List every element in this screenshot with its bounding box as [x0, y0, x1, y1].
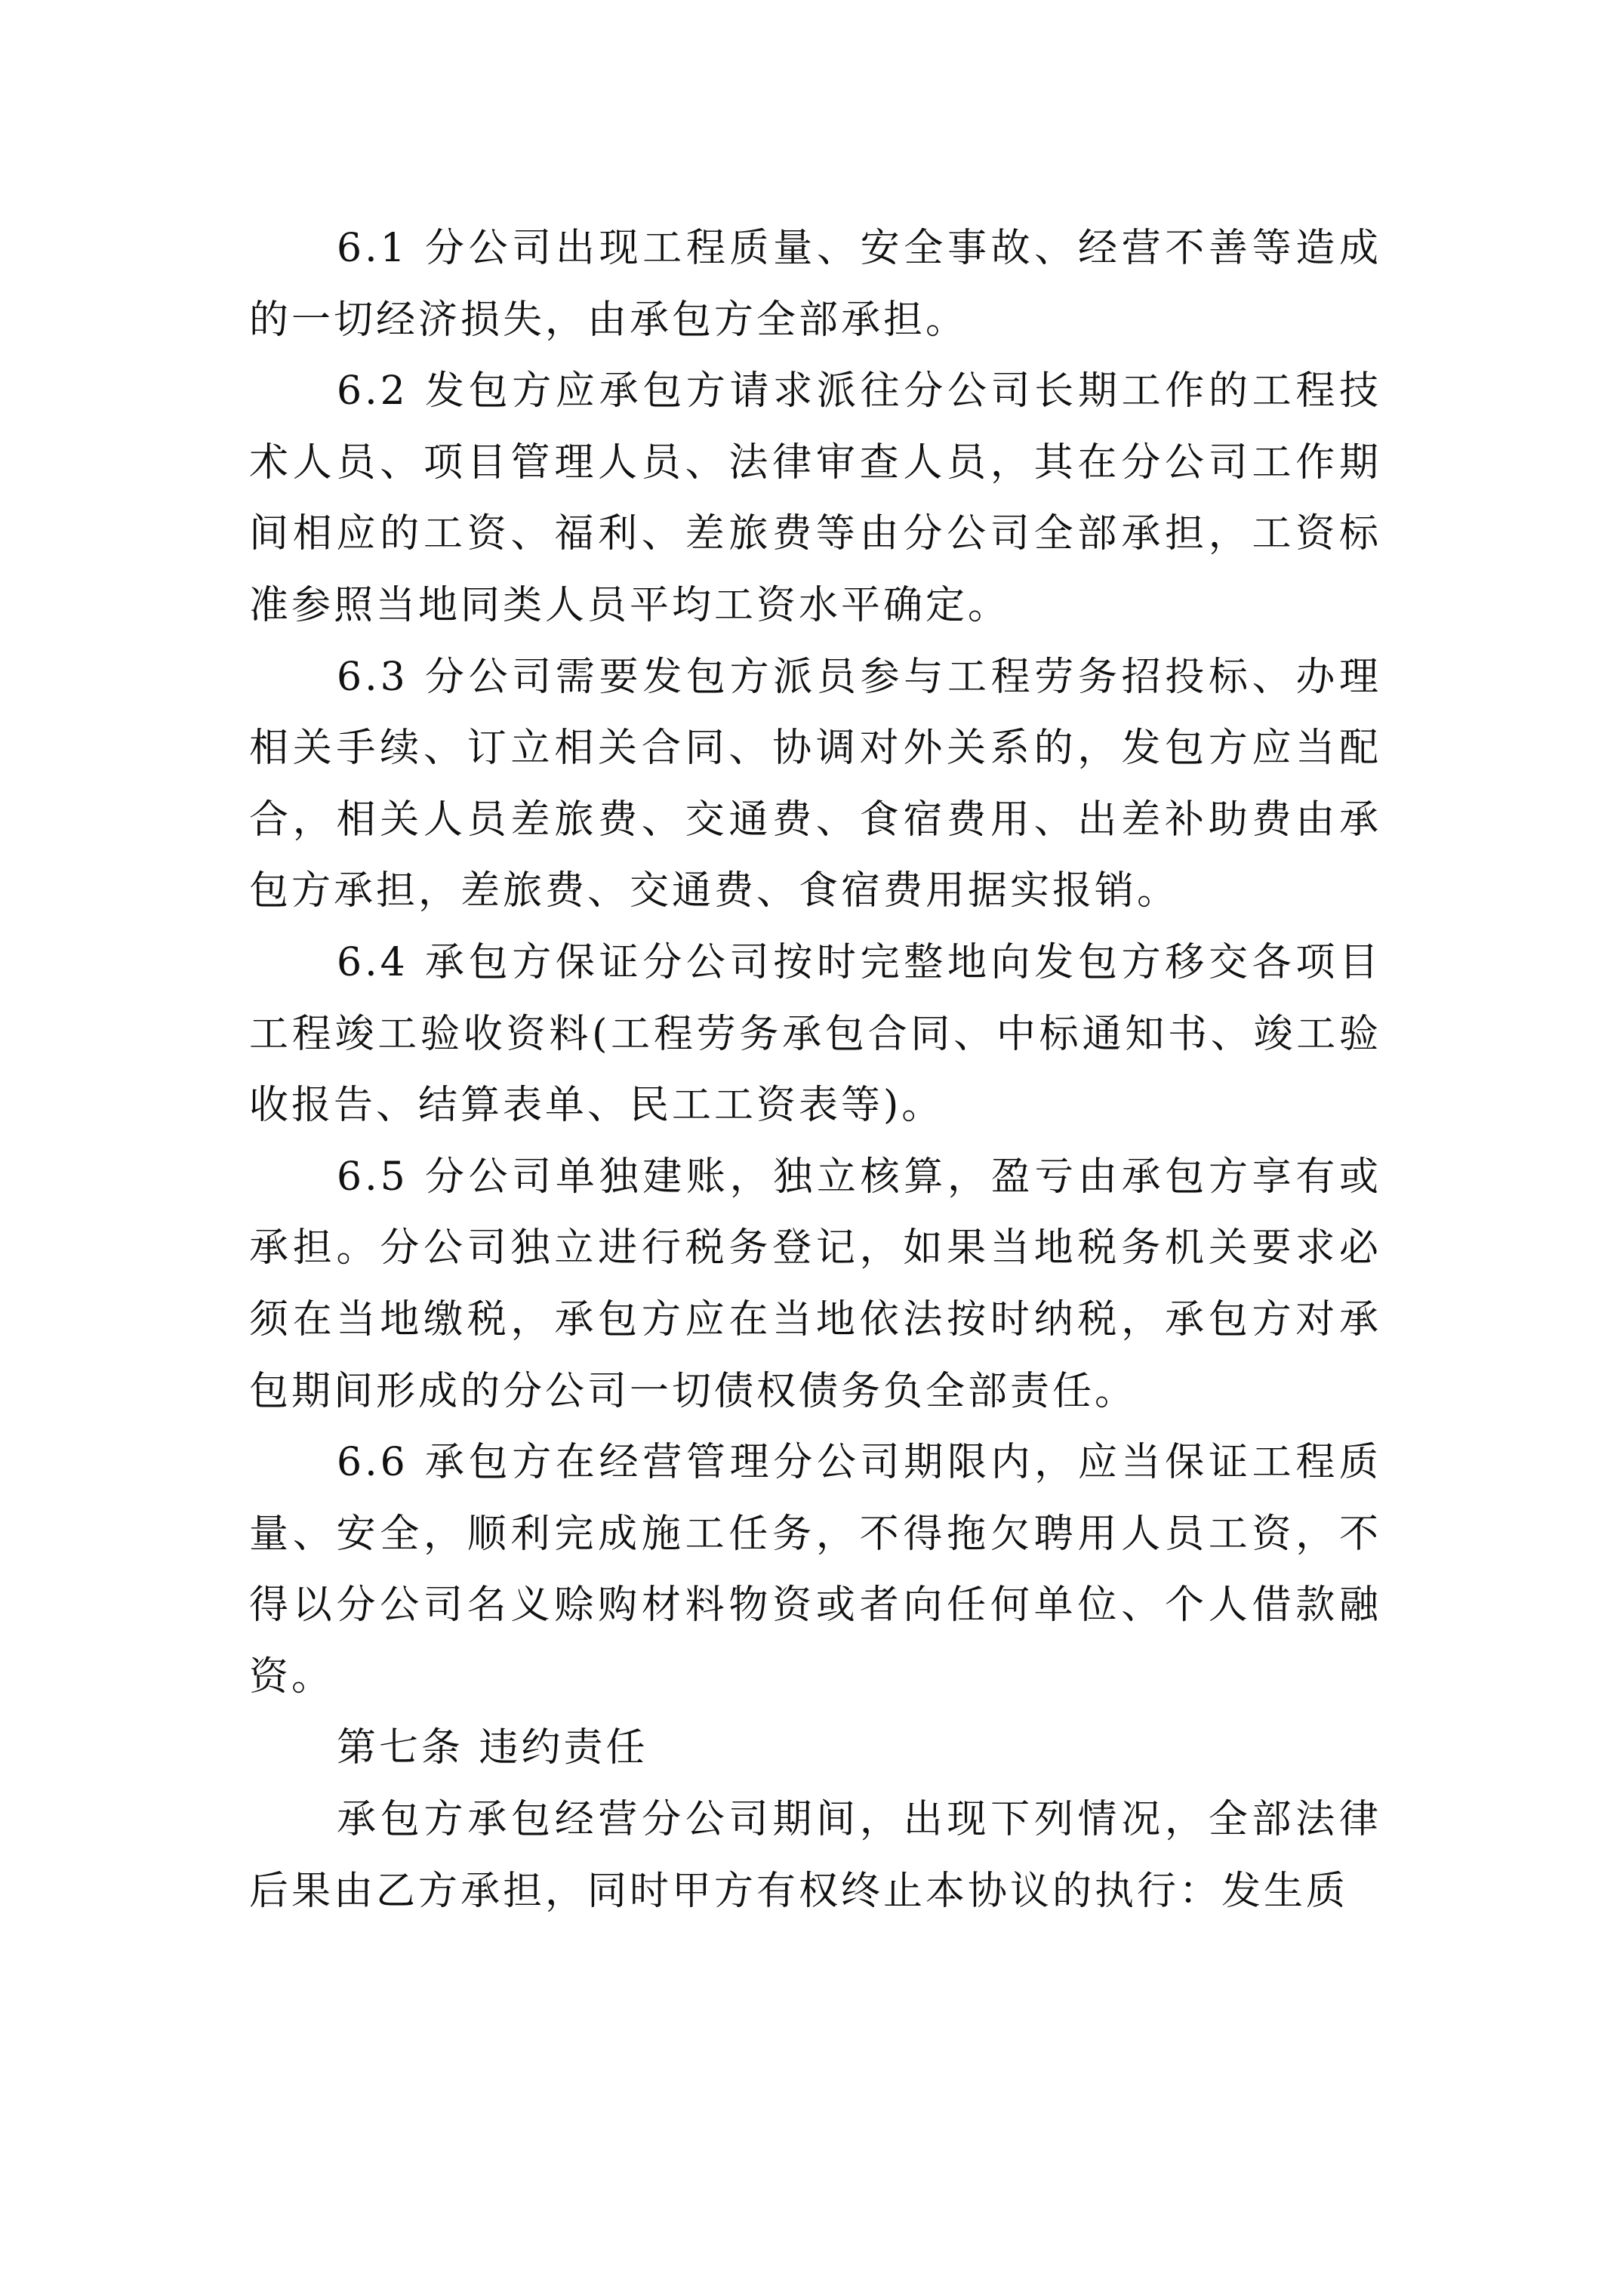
document-body	[249, 213, 1381, 1927]
clause-6-1-paragraph: 6.1 分公司出现工程质量、安全事故、经营不善等造成的一切经济损失，由承包方全部承担。	[249, 226, 1381, 343]
article-7-body-paragraph: 承包方承包经营分公司期间，出现下列情况，全部法律后果由乙方承担，同时甲方有权终止本协议的执行：发生质	[249, 1797, 1381, 1914]
clause-6-3-paragraph: 6.3 分公司需要发包方派员参与工程劳务招投标、办理相关手续、订立相关合同、协调对外关系的，发包方应当配合，相关人员差旅费、交通费、食宿费用、出差补助费由承包方承担，差旅费、交通费、食宿费用据实报销。	[249, 654, 1381, 914]
article-7-heading: 第七条 违约责任	[337, 1725, 648, 1771]
clause-6-2-paragraph: 6.2 发包方应承包方请求派往分公司长期工作的工程技术人员、项目管理人员、法律审查人员，其在分公司工作期间相应的工资、福利、差旅费等由分公司全部承担，工资标准参照当地同类人员平均工资水平确定。	[249, 368, 1381, 628]
clause-6-4-paragraph: 6.4 承包方保证分公司按时完整地向发包方移交各项目工程竣工验收资料(工程劳务承包合同、中标通知书、竣工验收报告、结算表单、民工工资表等)。	[249, 939, 1381, 1129]
clause-6-5-paragraph: 6.5 分公司单独建账，独立核算，盈亏由承包方享有或承担。分公司独立进行税务登记，如果当地税务机关要求必须在当地缴税，承包方应在当地依法按时纳税，承包方对承包期间形成的分公司一切债权债务负全部责任。	[249, 1154, 1381, 1414]
clause-6-6-paragraph: 6.6 承包方在经营管理分公司期限内，应当保证工程质量、安全，顺利完成施工任务，不得拖欠聘用人员工资，不得以分公司名义赊购材料物资或者向任何单位、个人借款融资。	[249, 1440, 1381, 1700]
